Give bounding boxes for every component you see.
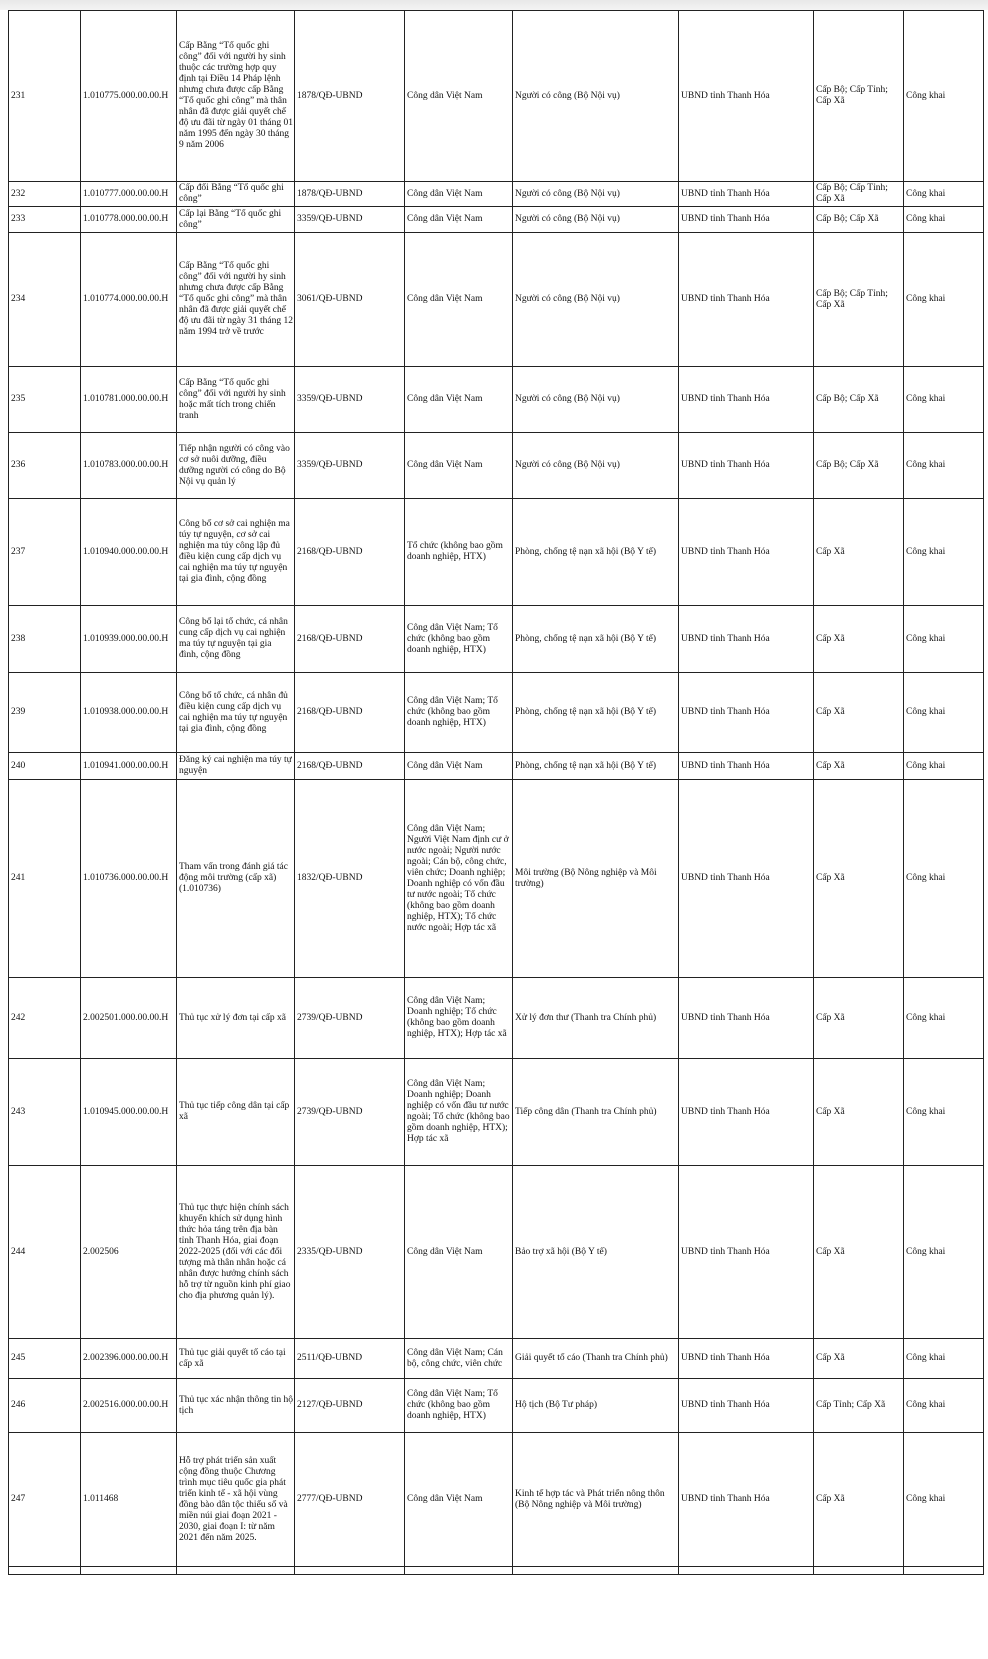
procedure-code: 2.002516.000.00.00.H: [81, 1379, 177, 1433]
field-name: Giải quyết tố cáo (Thanh tra Chính phủ): [513, 1339, 679, 1379]
procedure-code: 1.010778.000.00.00.H: [81, 207, 177, 233]
applicable-subject: Công dân Việt Nam; Cán bộ, công chức, viên chức: [405, 1339, 513, 1379]
field-name: Phòng, chống tệ nạn xã hội (Bộ Y tế): [513, 606, 679, 673]
procedure-code: 1.010774.000.00.00.H: [81, 233, 177, 367]
decision-number: 2168/QĐ-UBND: [295, 606, 405, 673]
table-row: [9, 207, 984, 233]
field-name: Bảo trợ xã hội (Bộ Y tế): [513, 1166, 679, 1339]
applicable-subject: Công dân Việt Nam; Tổ chức (không bao gồm doanh nghiệp, HTX): [405, 673, 513, 753]
procedure-code: 1.010939.000.00.00.H: [81, 606, 177, 673]
row-number: 237: [9, 499, 81, 606]
field-name: Phòng, chống tệ nạn xã hội (Bộ Y tế): [513, 753, 679, 780]
decision-number: 1878/QĐ-UBND: [295, 11, 405, 182]
applicable-subject: Công dân Việt Nam: [405, 207, 513, 233]
field-name: Phòng, chống tệ nạn xã hội (Bộ Y tế): [513, 499, 679, 606]
publication-status: Công khai: [904, 606, 984, 673]
procedure-code: 1.010783.000.00.00.H: [81, 433, 177, 499]
decision-number: 2127/QĐ-UBND: [295, 1379, 405, 1433]
implementation-level: Cấp Xã: [814, 1166, 904, 1339]
agency-name: UBND tỉnh Thanh Hóa: [679, 780, 814, 978]
top-edge-bar: [0, 0, 988, 10]
applicable-subject: Công dân Việt Nam: [405, 1166, 513, 1339]
implementation-level: Cấp Bộ; Cấp Tỉnh; Cấp Xã: [814, 11, 904, 182]
implementation-level: Cấp Xã: [814, 606, 904, 673]
decision-number: 3359/QĐ-UBND: [295, 433, 405, 499]
empty-cell: [513, 1567, 679, 1575]
table-row: [9, 1059, 984, 1166]
row-number: 245: [9, 1339, 81, 1379]
implementation-level: Cấp Xã: [814, 753, 904, 780]
procedure-code: 2.002506: [81, 1166, 177, 1339]
agency-name: UBND tỉnh Thanh Hóa: [679, 673, 814, 753]
publication-status: Công khai: [904, 367, 984, 433]
agency-name: UBND tỉnh Thanh Hóa: [679, 1166, 814, 1339]
procedure-code: 1.010781.000.00.00.H: [81, 367, 177, 433]
table-row: [9, 606, 984, 673]
field-name: Người có công (Bộ Nội vụ): [513, 11, 679, 182]
agency-name: UBND tỉnh Thanh Hóa: [679, 433, 814, 499]
publication-status: Công khai: [904, 1166, 984, 1339]
publication-status: Công khai: [904, 182, 984, 207]
procedure-name: Cấp lại Bằng “Tổ quốc ghi công”: [177, 207, 295, 233]
field-name: Phòng, chống tệ nạn xã hội (Bộ Y tế): [513, 673, 679, 753]
applicable-subject: Công dân Việt Nam: [405, 753, 513, 780]
publication-status: Công khai: [904, 780, 984, 978]
decision-number: 2511/QĐ-UBND: [295, 1339, 405, 1379]
empty-cell: [405, 1567, 513, 1575]
implementation-level: Cấp Xã: [814, 780, 904, 978]
row-number: 231: [9, 11, 81, 182]
empty-cell: [679, 1567, 814, 1575]
procedure-name: Tiếp nhận người có công vào cơ sở nuôi dưỡng, điều dưỡng người có công do Bộ Nội vụ quản lý: [177, 433, 295, 499]
empty-cell: [904, 1567, 984, 1575]
decision-number: 1878/QĐ-UBND: [295, 182, 405, 207]
row-number: 241: [9, 780, 81, 978]
decision-number: 2739/QĐ-UBND: [295, 978, 405, 1059]
row-number: 233: [9, 207, 81, 233]
agency-name: UBND tỉnh Thanh Hóa: [679, 233, 814, 367]
implementation-level: Cấp Xã: [814, 978, 904, 1059]
decision-number: 3359/QĐ-UBND: [295, 367, 405, 433]
field-name: Người có công (Bộ Nội vụ): [513, 207, 679, 233]
publication-status: Công khai: [904, 753, 984, 780]
field-name: Người có công (Bộ Nội vụ): [513, 233, 679, 367]
decision-number: 2168/QĐ-UBND: [295, 673, 405, 753]
procedure-name: Cấp Bằng “Tổ quốc ghi công” đối với người hy sinh thuộc các trường hợp quy định tại Điều 14 Pháp lệnh nhưng chưa được cấp Bằng “Tổ quốc ghi công” mà thân nhân đã được giải quyết chế độ ưu đãi từ ngày 01 tháng 01 năm 1995 đến ngày 30 tháng 9 năm 2006: [177, 11, 295, 182]
publication-status: Công khai: [904, 1379, 984, 1433]
field-name: Môi trường (Bộ Nông nghiệp và Môi trường): [513, 780, 679, 978]
applicable-subject: Công dân Việt Nam; Doanh nghiệp; Doanh nghiệp có vốn đầu tư nước ngoài; Tổ chức (không bao gồm doanh nghiệp, HTX); Hợp tác xã: [405, 1059, 513, 1166]
procedure-code: 1.010941.000.00.00.H: [81, 753, 177, 780]
field-name: Kinh tế hợp tác và Phát triển nông thôn (Bộ Nông nghiệp và Môi trường): [513, 1433, 679, 1567]
applicable-subject: Công dân Việt Nam: [405, 433, 513, 499]
procedure-name: Công bố lại tổ chức, cá nhân cung cấp dịch vụ cai nghiện ma túy tự nguyện tại gia đình, cộng đồng: [177, 606, 295, 673]
decision-number: 2335/QĐ-UBND: [295, 1166, 405, 1339]
procedure-name: Cấp đổi Bằng “Tổ quốc ghi công”: [177, 182, 295, 207]
implementation-level: Cấp Xã: [814, 1339, 904, 1379]
decision-number: 2777/QĐ-UBND: [295, 1433, 405, 1567]
decision-number: 3061/QĐ-UBND: [295, 233, 405, 367]
procedure-name: Công bố cơ sở cai nghiện ma túy tự nguyện, cơ sở cai nghiện ma túy công lập đủ điều kiện cung cấp dịch vụ cai nghiện ma túy tự nguyện tại gia đình, cộng đồng: [177, 499, 295, 606]
table-row: [9, 367, 984, 433]
row-number: 242: [9, 978, 81, 1059]
procedure-name: Hỗ trợ phát triển sản xuất cộng đồng thuộc Chương trình mục tiêu quốc gia phát triển kinh tế - xã hội vùng đồng bào dân tộc thiểu số và miền núi giai đoạn 2021 - 2030, giai đoạn I: từ năm 2021 đến năm 2025.: [177, 1433, 295, 1567]
table-row: [9, 1379, 984, 1433]
row-number: 243: [9, 1059, 81, 1166]
procedure-code: 1.011468: [81, 1433, 177, 1567]
procedure-name: Thủ tục xử lý đơn tại cấp xã: [177, 978, 295, 1059]
table-row: [9, 182, 984, 207]
table-row: [9, 1339, 984, 1379]
applicable-subject: Công dân Việt Nam; Người Việt Nam định cư ở nước ngoài; Người nước ngoài; Cán bộ, công chức, viên chức; Doanh nghiệp; Doanh nghiệp có vốn đầu tư nước ngoài; Tổ chức (không bao gồm doanh nghiệp, HTX); Tổ chức nước ngoài; Hợp tác xã: [405, 780, 513, 978]
procedure-name: Thủ tục thực hiện chính sách khuyến khích sử dụng hình thức hỏa táng trên địa bàn tỉnh Thanh Hóa, giai đoạn 2022-2025 (đối với các đối tượng mà thân nhân hoặc cá nhân được hưởng chính sách hỗ trợ từ nguồn kinh phí giao cho địa phương quản lý).: [177, 1166, 295, 1339]
row-number: 235: [9, 367, 81, 433]
agency-name: UBND tỉnh Thanh Hóa: [679, 978, 814, 1059]
publication-status: Công khai: [904, 1339, 984, 1379]
publication-status: Công khai: [904, 11, 984, 182]
procedure-name: Thủ tục xác nhận thông tin hộ tịch: [177, 1379, 295, 1433]
agency-name: UBND tỉnh Thanh Hóa: [679, 1379, 814, 1433]
procedure-code: 2.002501.000.00.00.H: [81, 978, 177, 1059]
agency-name: UBND tỉnh Thanh Hóa: [679, 11, 814, 182]
procedure-name: Đăng ký cai nghiện ma túy tự nguyện: [177, 753, 295, 780]
implementation-level: Cấp Xã: [814, 1059, 904, 1166]
implementation-level: Cấp Xã: [814, 673, 904, 753]
applicable-subject: Công dân Việt Nam: [405, 1433, 513, 1567]
table-row: [9, 499, 984, 606]
decision-number: 2168/QĐ-UBND: [295, 499, 405, 606]
procedure-name: Công bố tổ chức, cá nhân đủ điều kiện cung cấp dịch vụ cai nghiện ma túy tự nguyện tại gia đình, cộng đồng: [177, 673, 295, 753]
implementation-level: Cấp Bộ; Cấp Xã: [814, 433, 904, 499]
procedure-code: 1.010775.000.00.00.H: [81, 11, 177, 182]
table-row: [9, 673, 984, 753]
procedure-code: 1.010777.000.00.00.H: [81, 182, 177, 207]
implementation-level: Cấp Bộ; Cấp Tỉnh; Cấp Xã: [814, 233, 904, 367]
publication-status: Công khai: [904, 673, 984, 753]
publication-status: Công khai: [904, 207, 984, 233]
agency-name: UBND tỉnh Thanh Hóa: [679, 1059, 814, 1166]
implementation-level: Cấp Bộ; Cấp Xã: [814, 207, 904, 233]
row-number: 238: [9, 606, 81, 673]
row-number: 239: [9, 673, 81, 753]
table-row: [9, 753, 984, 780]
empty-cell: [814, 1567, 904, 1575]
applicable-subject: Công dân Việt Nam: [405, 11, 513, 182]
row-number: 247: [9, 1433, 81, 1567]
decision-number: 2168/QĐ-UBND: [295, 753, 405, 780]
applicable-subject: Công dân Việt Nam; Doanh nghiệp; Tổ chức (không bao gồm doanh nghiệp, HTX); Hợp tác xã: [405, 978, 513, 1059]
procedure-name: Cấp Bằng “Tổ quốc ghi công” đối với người hy sinh hoặc mất tích trong chiến tranh: [177, 367, 295, 433]
table-row-partial: [9, 1567, 984, 1575]
empty-cell: [177, 1567, 295, 1575]
field-name: Người có công (Bộ Nội vụ): [513, 433, 679, 499]
row-number: 236: [9, 433, 81, 499]
table-row: [9, 433, 984, 499]
procedure-code: 1.010945.000.00.00.H: [81, 1059, 177, 1166]
procedure-name: Cấp Bằng “Tổ quốc ghi công” đối với người hy sinh nhưng chưa được cấp Bằng “Tổ quốc ghi công” mà thân nhân đã được giải quyết chế độ ưu đãi từ ngày 31 tháng 12 năm 1994 trở về trước: [177, 233, 295, 367]
publication-status: Công khai: [904, 233, 984, 367]
implementation-level: Cấp Xã: [814, 499, 904, 606]
table-row: [9, 1433, 984, 1567]
field-name: Xử lý đơn thư (Thanh tra Chính phủ): [513, 978, 679, 1059]
procedure-code: 1.010938.000.00.00.H: [81, 673, 177, 753]
procedures-table: [8, 10, 984, 1575]
procedure-name: Tham vấn trong đánh giá tác động môi trường (cấp xã) (1.010736): [177, 780, 295, 978]
implementation-level: Cấp Xã: [814, 1433, 904, 1567]
decision-number: 1832/QĐ-UBND: [295, 780, 405, 978]
table-row: [9, 11, 984, 182]
row-number: 234: [9, 233, 81, 367]
agency-name: UBND tỉnh Thanh Hóa: [679, 1339, 814, 1379]
row-number: 232: [9, 182, 81, 207]
publication-status: Công khai: [904, 499, 984, 606]
row-number: 244: [9, 1166, 81, 1339]
procedure-code: 1.010736.000.00.00.H: [81, 780, 177, 978]
agency-name: UBND tỉnh Thanh Hóa: [679, 182, 814, 207]
publication-status: Công khai: [904, 978, 984, 1059]
agency-name: UBND tỉnh Thanh Hóa: [679, 1433, 814, 1567]
applicable-subject: Công dân Việt Nam; Tổ chức (không bao gồm doanh nghiệp, HTX): [405, 1379, 513, 1433]
publication-status: Công khai: [904, 433, 984, 499]
agency-name: UBND tỉnh Thanh Hóa: [679, 367, 814, 433]
decision-number: 2739/QĐ-UBND: [295, 1059, 405, 1166]
row-number: 240: [9, 753, 81, 780]
empty-cell: [9, 1567, 81, 1575]
procedure-code: 2.002396.000.00.00.H: [81, 1339, 177, 1379]
procedure-name: Thủ tục tiếp công dân tại cấp xã: [177, 1059, 295, 1166]
field-name: Người có công (Bộ Nội vụ): [513, 367, 679, 433]
applicable-subject: Công dân Việt Nam: [405, 367, 513, 433]
agency-name: UBND tỉnh Thanh Hóa: [679, 753, 814, 780]
implementation-level: Cấp Bộ; Cấp Xã: [814, 367, 904, 433]
procedure-code: 1.010940.000.00.00.H: [81, 499, 177, 606]
applicable-subject: Công dân Việt Nam; Tổ chức (không bao gồm doanh nghiệp, HTX): [405, 606, 513, 673]
agency-name: UBND tỉnh Thanh Hóa: [679, 606, 814, 673]
field-name: Người có công (Bộ Nội vụ): [513, 182, 679, 207]
publication-status: Công khai: [904, 1059, 984, 1166]
applicable-subject: Công dân Việt Nam: [405, 233, 513, 367]
applicable-subject: Tổ chức (không bao gồm doanh nghiệp, HTX): [405, 499, 513, 606]
table-row: [9, 233, 984, 367]
field-name: Hộ tịch (Bộ Tư pháp): [513, 1379, 679, 1433]
table-row: [9, 978, 984, 1059]
empty-cell: [295, 1567, 405, 1575]
decision-number: 3359/QĐ-UBND: [295, 207, 405, 233]
agency-name: UBND tỉnh Thanh Hóa: [679, 499, 814, 606]
table-row: [9, 1166, 984, 1339]
implementation-level: Cấp Bộ; Cấp Tỉnh; Cấp Xã: [814, 182, 904, 207]
implementation-level: Cấp Tỉnh; Cấp Xã: [814, 1379, 904, 1433]
empty-cell: [81, 1567, 177, 1575]
row-number: 246: [9, 1379, 81, 1433]
procedure-name: Thủ tục giải quyết tố cáo tại cấp xã: [177, 1339, 295, 1379]
table-row: [9, 780, 984, 978]
agency-name: UBND tỉnh Thanh Hóa: [679, 207, 814, 233]
applicable-subject: Công dân Việt Nam: [405, 182, 513, 207]
publication-status: Công khai: [904, 1433, 984, 1567]
field-name: Tiếp công dân (Thanh tra Chính phủ): [513, 1059, 679, 1166]
